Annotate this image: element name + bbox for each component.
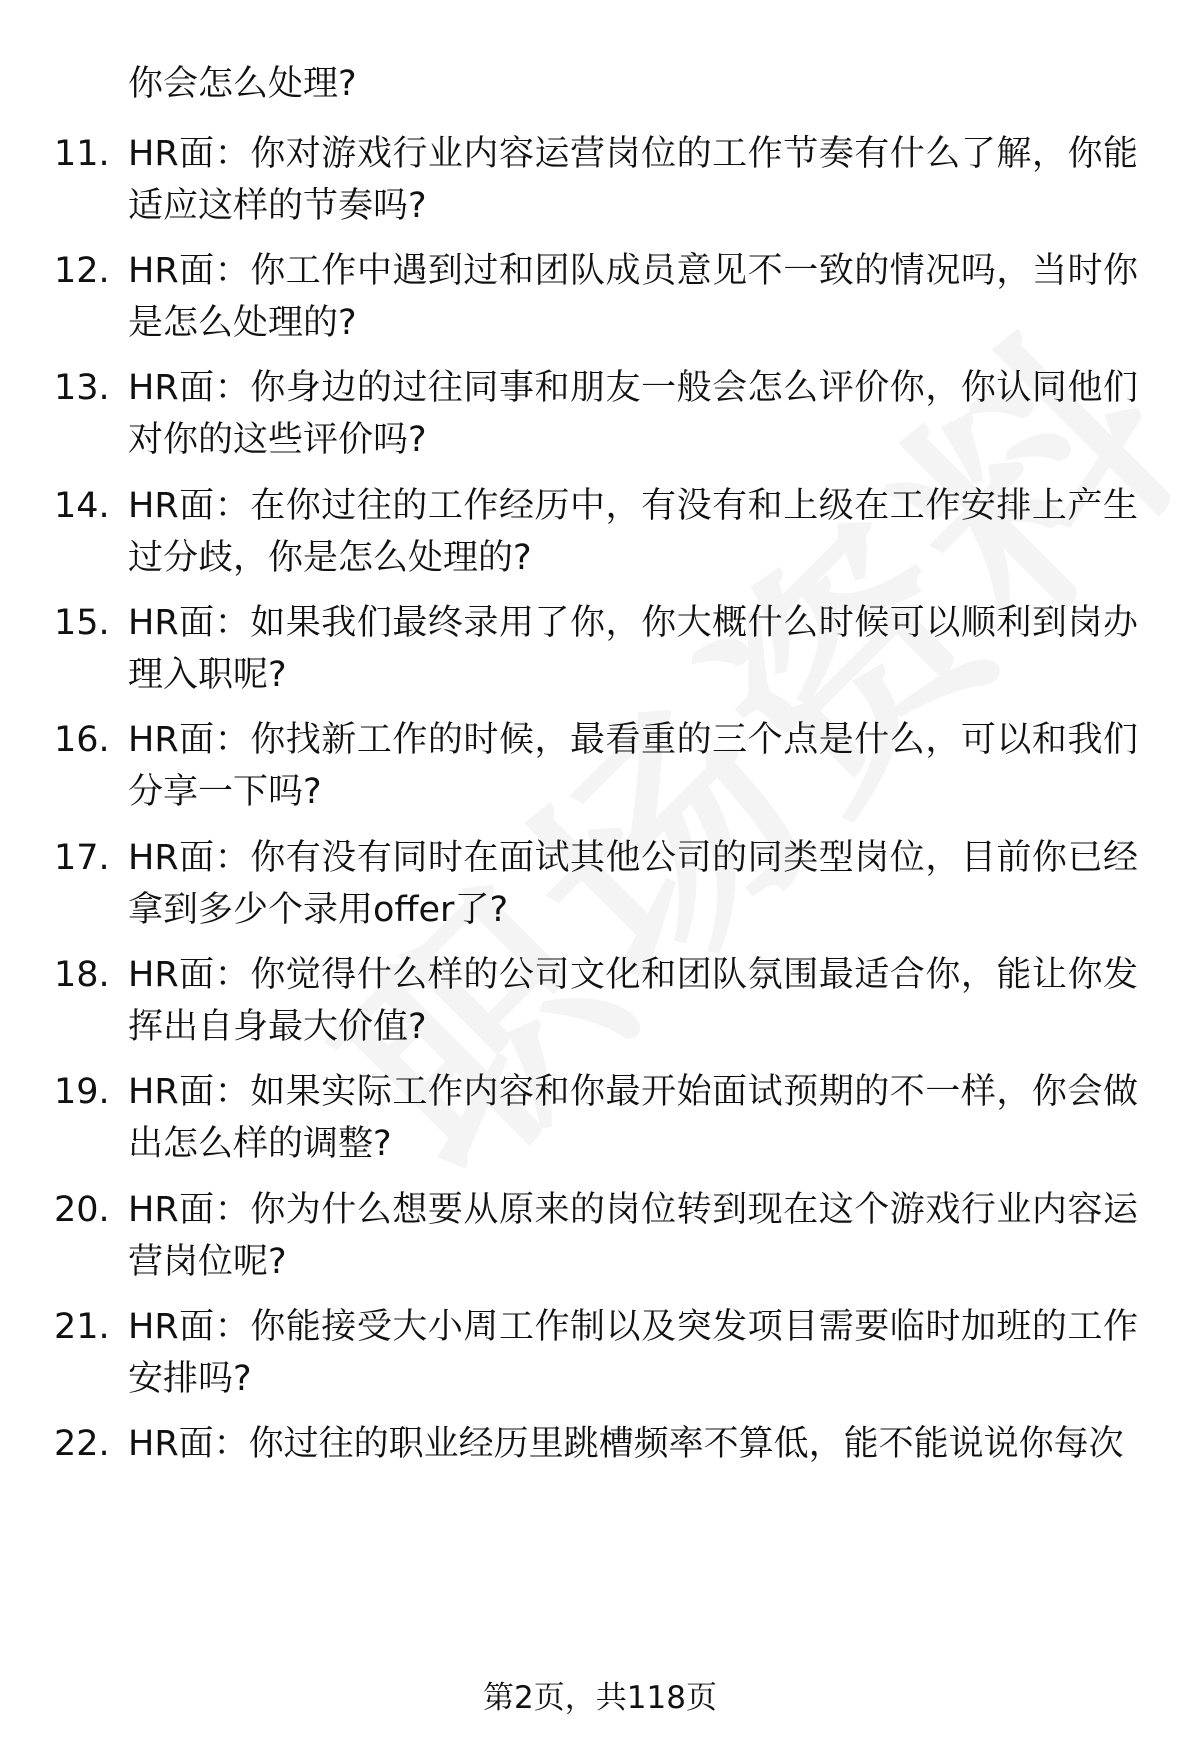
page-footer: 第2页，共118页: [483, 1680, 717, 1716]
item-number: 21.: [54, 1307, 110, 1347]
item-text: HR面：你工作中遇到过和团队成员意见不一致的情况吗，当时你是怎么处理的?: [128, 251, 1138, 343]
item-number: 18.: [54, 955, 110, 995]
item-number: 19.: [54, 1072, 110, 1112]
continuation-text: 你会怎么处理?: [128, 64, 357, 104]
item-text: HR面：你有没有同时在面试其他公司的同类型岗位，目前你已经拿到多少个录用offer了?: [128, 838, 1138, 930]
item-number: 15.: [54, 603, 110, 643]
item-number: 12.: [54, 251, 110, 291]
item-number: 20.: [54, 1190, 110, 1230]
item-text: HR面：你对游戏行业内容运营岗位的工作节奏有什么了解，你能适应这样的节奏吗?: [128, 134, 1138, 226]
item-text: HR面：你能接受大小周工作制以及突发项目需要临时加班的工作安排吗?: [128, 1307, 1138, 1399]
item-number: 16.: [54, 720, 110, 760]
item-number: 17.: [54, 838, 110, 878]
item-number: 22.: [54, 1424, 110, 1464]
item-text: HR面：你身边的过往同事和朋友一般会怎么评价你，你认同他们对你的这些评价吗?: [128, 368, 1138, 460]
item-text: HR面：如果我们最终录用了你，你大概什么时候可以顺利到岗办理入职呢?: [128, 603, 1138, 695]
item-number: 13.: [54, 368, 110, 408]
item-text: HR面：你找新工作的时候，最看重的三个点是什么，可以和我们分享一下吗?: [128, 720, 1138, 812]
item-text: HR面：如果实际工作内容和你最开始面试预期的不一样，你会做出怎么样的调整?: [128, 1072, 1138, 1164]
item-text: HR面：你觉得什么样的公司文化和团队氛围最适合你，能让你发挥出自身最大价值?: [128, 955, 1138, 1047]
item-text: HR面：你为什么想要从原来的岗位转到现在这个游戏行业内容运营岗位呢?: [128, 1190, 1138, 1282]
item-text: HR面：你过往的职业经历里跳槽频率不算低，能不能说说你每次: [128, 1424, 1124, 1464]
item-number: 11.: [54, 134, 110, 174]
item-number: 14.: [54, 486, 110, 526]
item-text: HR面：在你过往的工作经历中，有没有和上级在工作安排上产生过分歧，你是怎么处理的?: [128, 486, 1138, 578]
